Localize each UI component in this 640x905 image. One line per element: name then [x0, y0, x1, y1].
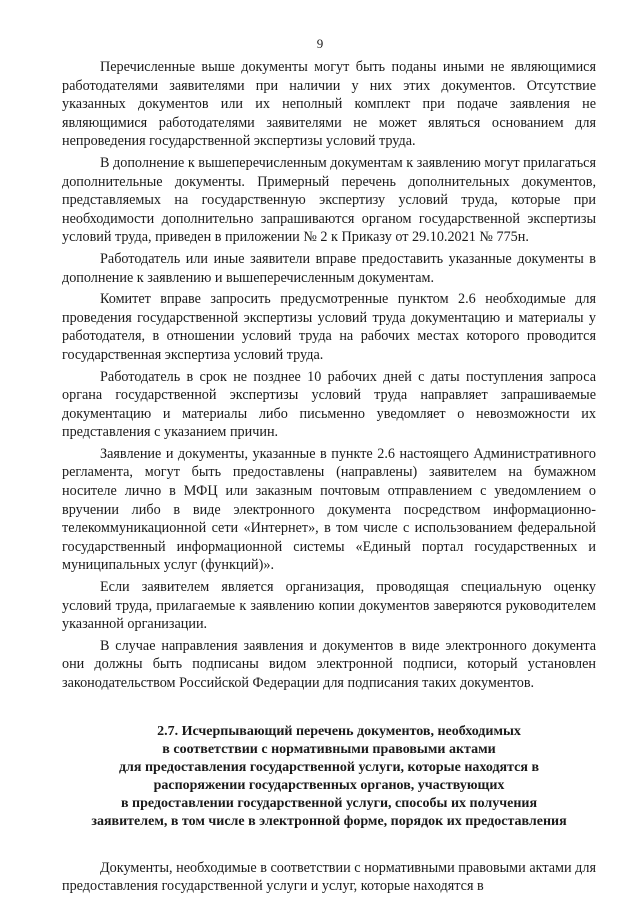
heading-line: распоряжении государственных органов, участвующих — [153, 777, 505, 793]
paragraph: Перечисленные выше документы могут быть поданы иными не являющимися работодателями заявителями при наличии у них этих документов. Отсутствие указанных документов или их неполный комплект при подаче заявления не являющимися работодателями заявителями не может являться основанием для непроведения государственной экспертизы условий труда. — [62, 59, 596, 150]
final-paragraph: Документы, необходимые в соответствии с нормативными правовыми актами для предоставления государственной услуги и услуг, которые находятся в — [62, 859, 596, 895]
paragraph: Заявление и документы, указанные в пункте 2.6 настоящего Административного регламента, могут быть предоставлены (направлены) заявителем на бумажном носителе лично в МФЦ или заказным почтовым отправлением с уведомлением о вручении либо в виде электронного документа посредством информационно-телекоммуникационной сети «Интернет», в том числе с использованием федеральной государственный информационной системы «Единый портал государственных и муниципальных услуг (функций)». — [62, 445, 596, 574]
heading-line: 2.7. Исчерпывающий перечень документов, необходимых — [157, 723, 521, 739]
heading-line: в предоставлении государственной услуги, способы их получения — [120, 795, 538, 811]
heading-line: в соответствии с нормативными правовыми актами — [162, 741, 496, 757]
document-body — [62, 58, 596, 899]
paragraph: Если заявителем является организация, проводящая специальную оценку условий труда, прилагаемые к заявлению копии документов заверяются руководителем указанной организации. — [62, 579, 596, 633]
paragraph: Комитет вправе запросить предусмотренные пунктом 2.6 необходимые для проведения государственной экспертизы условий труда документацию и материалы у работодателя, в отношении условий труда на рабочих местах которого проводится государственная экспертиза условий труда. — [62, 291, 596, 363]
paragraph: Работодатель в срок не позднее 10 рабочих дней с даты поступления запроса органа государственной экспертизы условий труда направляет запрашиваемые документацию и материалы либо письменно уведомляет о невозможности их представления с указанием причин. — [62, 368, 596, 441]
page-number: 9 — [316, 36, 324, 51]
paragraph: В дополнение к вышеперечисленным документам к заявлению могут прилагаться дополнительные документы. Примерный перечень дополнительных документов, представляемых на государственную экспертизу условий труда, которые при необходимости дополнительно запрашиваются органом государственной экспертизы условий труда, приведен в приложении № 2 к Приказу от 29.10.2021 № 775н. — [62, 154, 596, 246]
heading-line: для предоставления государственной услуги, которые находятся в — [118, 759, 540, 775]
section-heading — [62, 723, 596, 831]
paragraph: В случае направления заявления и документов в виде электронного документа они должны быть подписаны видом электронной подписи, который установлен законодательством Российской Федерации для подписания таких документов. — [62, 637, 596, 691]
paragraph: Работодатель или иные заявители вправе предоставить указанные документы в дополнение к заявлению и вышеперечисленным документам. — [62, 250, 596, 286]
heading-line: заявителем, в том числе в электронной форме, порядок их предоставления — [91, 813, 567, 829]
